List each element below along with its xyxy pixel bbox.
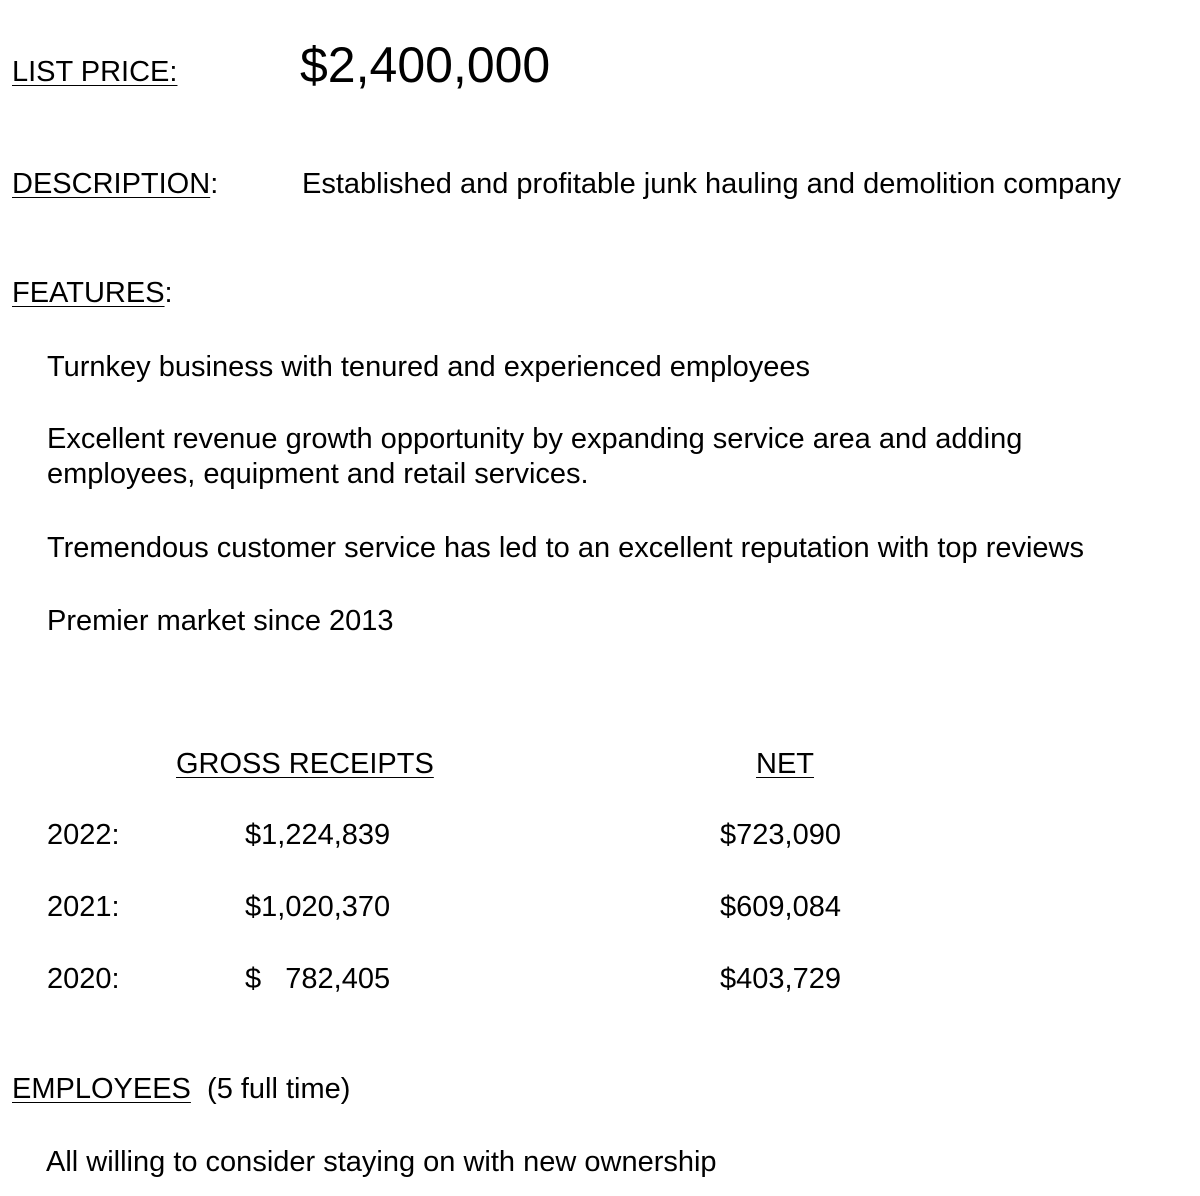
feature-item: Premier market since 2013 [47,605,394,637]
table-row-gross: $ 782,405 [245,963,391,995]
features-heading [12,277,173,310]
features-label: FEATURES [12,277,165,309]
description-label: DESCRIPTION [12,168,211,200]
table-row-net: $609,084 [720,891,841,923]
feature-item: Turnkey business with tenured and experienced employees [47,351,811,383]
gross-receipts-header: GROSS RECEIPTS [176,748,434,780]
list-price-value: $2,400,000 [300,37,551,93]
feature-item: Tremendous customer service has led to an excellent reputation with top reviews [47,532,1084,564]
table-row-net: $723,090 [720,819,841,851]
table-row-net: $403,729 [720,963,841,995]
feature-item-continuation: employees, equipment and retail services. [47,458,589,490]
feature-item: Excellent revenue growth opportunity by expanding service area and adding [47,423,1023,455]
features-colon: : [164,277,173,309]
table-row-year: 2022: [47,819,120,851]
employees-count: (5 full time) [207,1073,351,1105]
description-colon: : [210,168,219,200]
description-text: Established and profitable junk hauling and demolition company [302,168,1121,200]
table-row-year: 2020: [47,963,120,995]
table-row-gross: $1,020,370 [245,891,391,923]
description-heading [12,168,218,201]
net-header: NET [756,748,814,780]
employees-note: All willing to consider staying on with new ownership [46,1146,717,1178]
table-row-gross: $1,224,839 [245,819,391,851]
employees-heading [12,1073,350,1106]
employees-label: EMPLOYEES [12,1073,191,1105]
table-row-year: 2021: [47,891,120,923]
list-price-label: LIST PRICE: [12,56,178,88]
